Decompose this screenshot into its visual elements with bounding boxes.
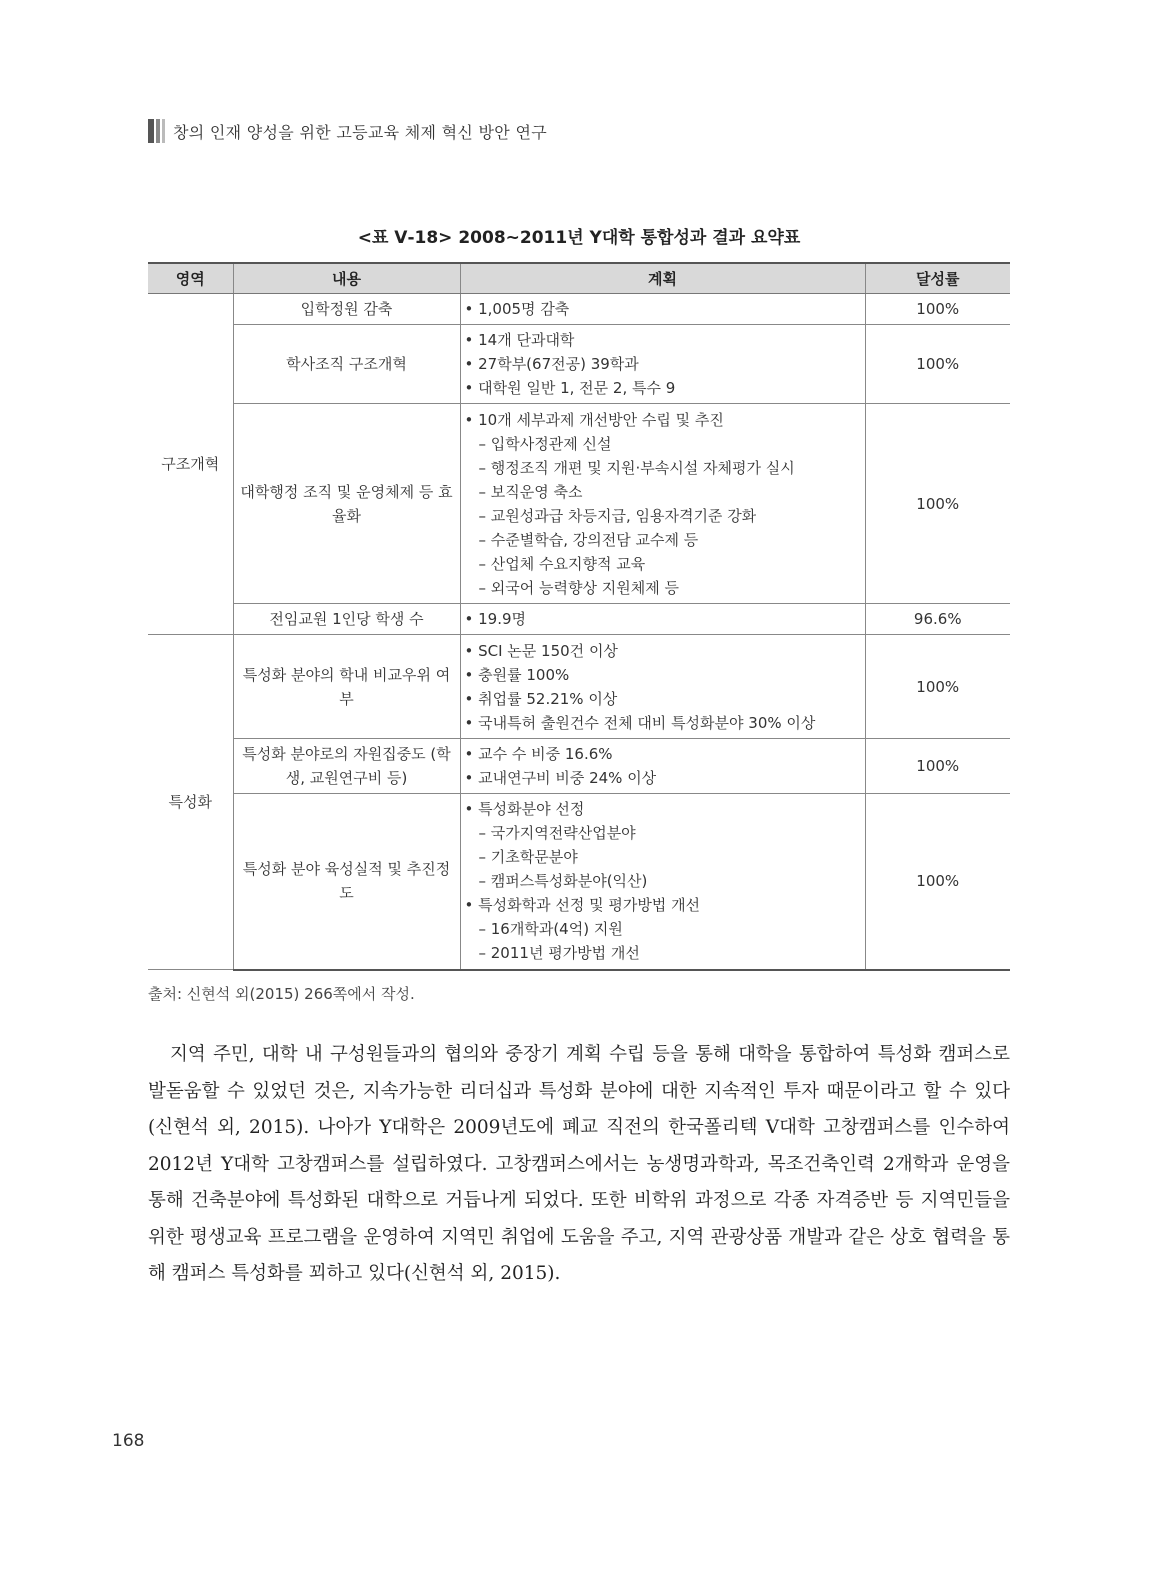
table-source-note: 출처: 신현석 외(2015) 266쪽에서 작성. xyxy=(148,985,415,1003)
plan-cell xyxy=(460,404,865,604)
area-cell: 구조개혁 xyxy=(148,294,233,635)
table-row xyxy=(148,404,1010,604)
plan-cell xyxy=(460,325,865,404)
table-row xyxy=(148,739,1010,794)
table-row xyxy=(148,635,1010,739)
body-paragraph: 지역 주민, 대학 내 구성원들과의 협의와 중장기 계획 수립 등을 통해 대학을 통합하여 특성화 캠퍼스로 발돋움할 수 있었던 것은, 지속가능한 리더십과 특성화 분야에 대한 지속적인 투자 때문이라고 할 수 있다(신현석 외, 2015). 나아가 Y대학은 2009년도에 폐교 직전의 한국폴리텍 V대학 고창캠퍼스를 인수하여 2012년 Y대학 고창캠퍼스를 설립하였다. 고창캠퍼스에서는 농생명과학과, 목조건축인력 2개학과 운영을 통해 건축분야에 특성화된 대학으로 거듭나게 되었다. 또한 비학위 과정으로 각종 자격증반 등 지역민들을 위한 평생교육 프로그램을 운영하여 지역민 취업에 도움을 주고, 지역 관광상품 개발과 같은 상호 협력을 통해 캠퍼스 특성화를 꾀하고 있다(신현석 외, 2015). xyxy=(148,1044,1010,1284)
rate-cell: 100% xyxy=(865,739,1010,794)
column-header-rate: 달성률 xyxy=(865,263,1010,294)
content-cell: 입학정원 감축 xyxy=(233,294,460,325)
column-header-plan: 계획 xyxy=(460,263,865,294)
plan-item: • 특성화학과 선정 및 평가방법 개선 xyxy=(464,896,701,915)
plan-subitem: – 2011년 평가방법 개선 xyxy=(478,944,640,963)
plan-subitem: – 16개학과(4억) 지원 xyxy=(478,920,623,939)
table-row xyxy=(148,794,1010,970)
content-cell: 대학행정 조직 및 운영체제 등 효율화 xyxy=(233,404,460,604)
rate-cell: 100% xyxy=(865,404,1010,604)
plan-item: • 국내특허 출원건수 전체 대비 특성화분야 30% 이상 xyxy=(464,713,816,732)
plan-cell xyxy=(460,794,865,970)
plan-item: • 1,005명 감축 xyxy=(464,300,570,318)
plan-cell xyxy=(460,294,865,325)
column-header-area: 영역 xyxy=(148,263,233,294)
table-row xyxy=(148,604,1010,635)
header-bar-icon xyxy=(148,119,165,143)
content-cell: 학사조직 구조개혁 xyxy=(233,325,460,404)
plan-item: • 충원률 100% xyxy=(464,665,570,684)
plan-subitem: – 입학사정관제 신설 xyxy=(478,434,612,453)
rate-cell: 100% xyxy=(865,794,1010,970)
rate-cell: 100% xyxy=(865,325,1010,404)
plan-item: • 취업률 52.21% 이상 xyxy=(464,689,618,708)
plan-cell xyxy=(460,635,865,739)
plan-subitem: – 산업체 수요지향적 교육 xyxy=(478,554,646,573)
table-header-row xyxy=(148,263,1010,294)
content-cell: 특성화 분야로의 자원집중도 (학생, 교원연구비 등) xyxy=(233,739,460,794)
area-cell: 특성화 xyxy=(148,635,233,970)
summary-table xyxy=(148,262,1010,971)
plan-item: • 대학원 일반 1, 전문 2, 특수 9 xyxy=(464,379,676,397)
plan-cell xyxy=(460,739,865,794)
plan-subitem: – 캠퍼스특성화분야(익산) xyxy=(478,872,648,891)
plan-item: • 10개 세부과제 개선방안 수립 및 추진 xyxy=(464,410,724,429)
plan-item: • 14개 단과대학 xyxy=(464,331,575,349)
plan-subitem: – 보직운영 축소 xyxy=(478,482,583,501)
running-title: 창의 인재 양성을 위한 고등교육 체제 혁신 방안 연구 xyxy=(173,122,547,142)
page-number: 168 xyxy=(112,1431,145,1451)
plan-subitem: – 교원성과급 차등지급, 임용자격기준 강화 xyxy=(478,506,757,525)
content-cell: 특성화 분야의 학내 비교우위 여부 xyxy=(233,635,460,739)
plan-item: • SCI 논문 150건 이상 xyxy=(464,641,618,660)
table-row xyxy=(148,325,1010,404)
plan-subitem: – 행정조직 개편 및 지원·부속시설 자체평가 실시 xyxy=(478,458,795,477)
plan-item: • 27학부(67전공) 39학과 xyxy=(464,355,639,373)
running-header xyxy=(148,118,547,144)
rate-cell: 96.6% xyxy=(865,604,1010,635)
plan-subitem: – 국가지역전략산업분야 xyxy=(478,824,636,843)
plan-subitem: – 외국어 능력향상 지원체제 등 xyxy=(478,578,679,597)
content-cell: 특성화 분야 육성실적 및 추진정도 xyxy=(233,794,460,970)
plan-item: • 교수 수 비중 16.6% xyxy=(464,745,613,763)
rate-cell: 100% xyxy=(865,294,1010,325)
plan-subitem: – 수준별학습, 강의전담 교수제 등 xyxy=(478,530,699,549)
plan-item: • 19.9명 xyxy=(464,610,527,628)
column-header-content: 내용 xyxy=(233,263,460,294)
rate-cell: 100% xyxy=(865,635,1010,739)
plan-subitem: – 기초학문분야 xyxy=(478,848,578,867)
table-caption: <표 Ⅴ-18> 2008~2011년 Y대학 통합성과 결과 요약표 xyxy=(357,228,801,248)
plan-item: • 교내연구비 비중 24% 이상 xyxy=(464,769,657,787)
plan-cell xyxy=(460,604,865,635)
content-cell: 전임교원 1인당 학생 수 xyxy=(233,604,460,635)
table-row xyxy=(148,294,1010,325)
plan-item: • 특성화분야 선정 xyxy=(464,800,585,819)
